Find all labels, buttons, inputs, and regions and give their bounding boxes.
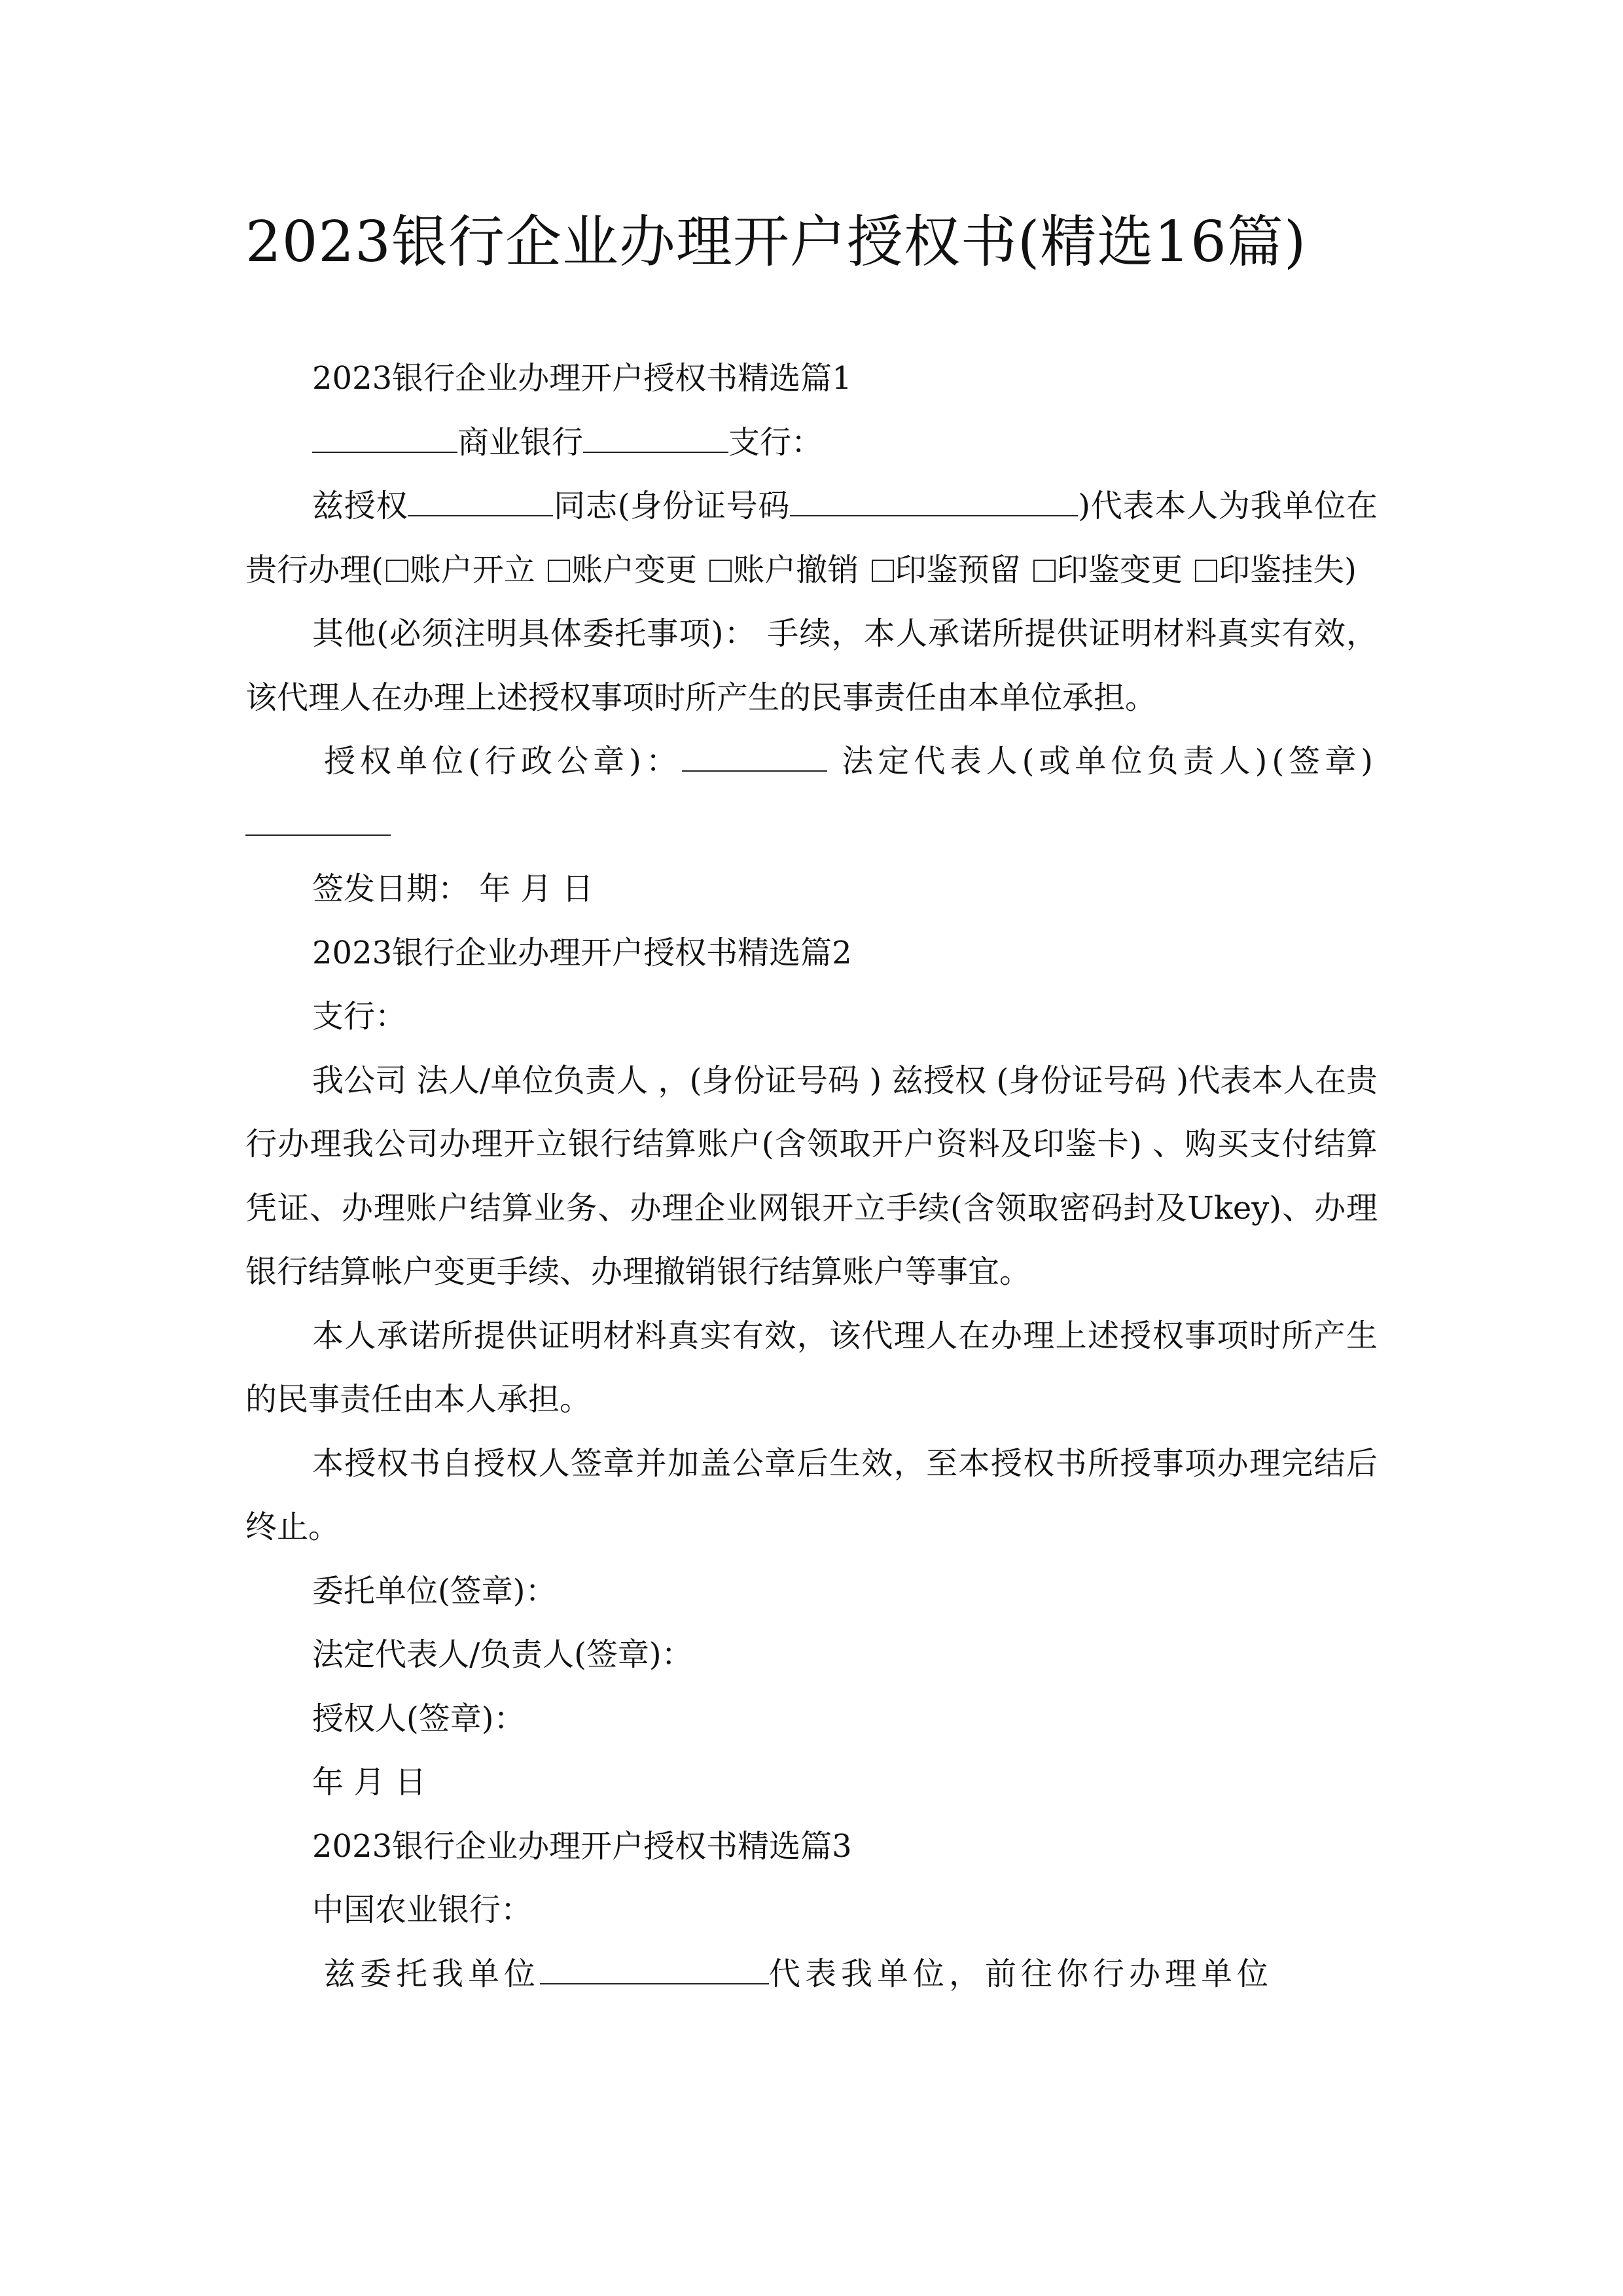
section2-date: 年 月 日 [312,1764,427,1801]
signature-paragraph: 授权单位(行政公章)： 法定代表人(或单位负责人)(签章) [245,730,1378,857]
other-paragraph: 其他(必须注明具体委托事项)： 手续，本人承诺所提供证明材料真实有效，该代理人在办理上述授权事项时所产生的民事责任由本单位承担。 [245,615,1378,716]
checkbox-seal-loss[interactable] [1195,560,1217,582]
blank-unit-seal [682,744,827,772]
section2-paragraph-3: 本授权书自授权人签章并加盖公章后生效，至本授权书所授事项办理完结后终止。 [245,1444,1378,1545]
section-heading-2: 2023银行企业办理开户授权书精选篇2 [312,934,852,971]
blank-bank-name [312,425,457,453]
blank-representative-sign [245,808,391,836]
bank-line: 商业银行 支行： [245,411,1378,475]
bank-name-line: 中国农业银行： [312,1892,533,1928]
document-title: 2023银行企业办理开户授权书(精选16篇) [245,209,1307,275]
checkbox-account-open[interactable] [386,560,408,582]
blank-branch-name [583,425,728,453]
authorizer-seal: 授权人(签章)： [312,1700,526,1737]
blank-delegate [540,1957,769,1984]
section-heading-3: 2023银行企业办理开户授权书精选篇3 [312,1827,852,1865]
branch-line: 支行： [312,998,407,1035]
issue-date: 签发日期： 年 月 日 [312,870,594,907]
authorization-paragraph: 兹授权 同志(身份证号码 )代表本人为我单位在贵行办理( 账户开立 账户变更 账户撤销 印鉴预留 印鉴变更 印鉴挂失) [245,488,1378,588]
checkbox-seal-change[interactable] [1033,560,1056,582]
document-body [245,347,1378,2006]
checkbox-seal-register[interactable] [872,560,894,582]
checkbox-account-cancel[interactable] [709,560,732,582]
blank-agent-name [408,489,553,516]
section3-paragraph-1: 兹委托我单位 代表我单位，前往你行办理单位 [324,1955,1274,1992]
blank-id-number [790,489,1078,516]
section2-paragraph-2: 本人承诺所提供证明材料真实有效，该代理人在办理上述授权事项时所产生的民事责任由本人承担。 [245,1317,1378,1418]
section2-paragraph-1: 我公司 法人/单位负责人 ，(身份证号码 ) 兹授权 (身份证号码 )代表本人在贵行办理我公司办理开立银行结算账户(含领取开户资料及印鉴卡) 、购买支付结算凭证、办理账户结算业务、办理企业网银开立手续(含领取密码封及Ukey)、办理银行结算帐户变更手续、办理撤销银行结算账户等事宜。 [245,1062,1378,1290]
checkbox-account-change[interactable] [548,560,570,582]
legal-representative-seal: 法定代表人/负责人(签章)： [312,1636,693,1673]
entrusting-unit-seal: 委托单位(签章)： [312,1572,557,1609]
section-heading-1: 2023银行企业办理开户授权书精选篇1 [312,360,852,397]
